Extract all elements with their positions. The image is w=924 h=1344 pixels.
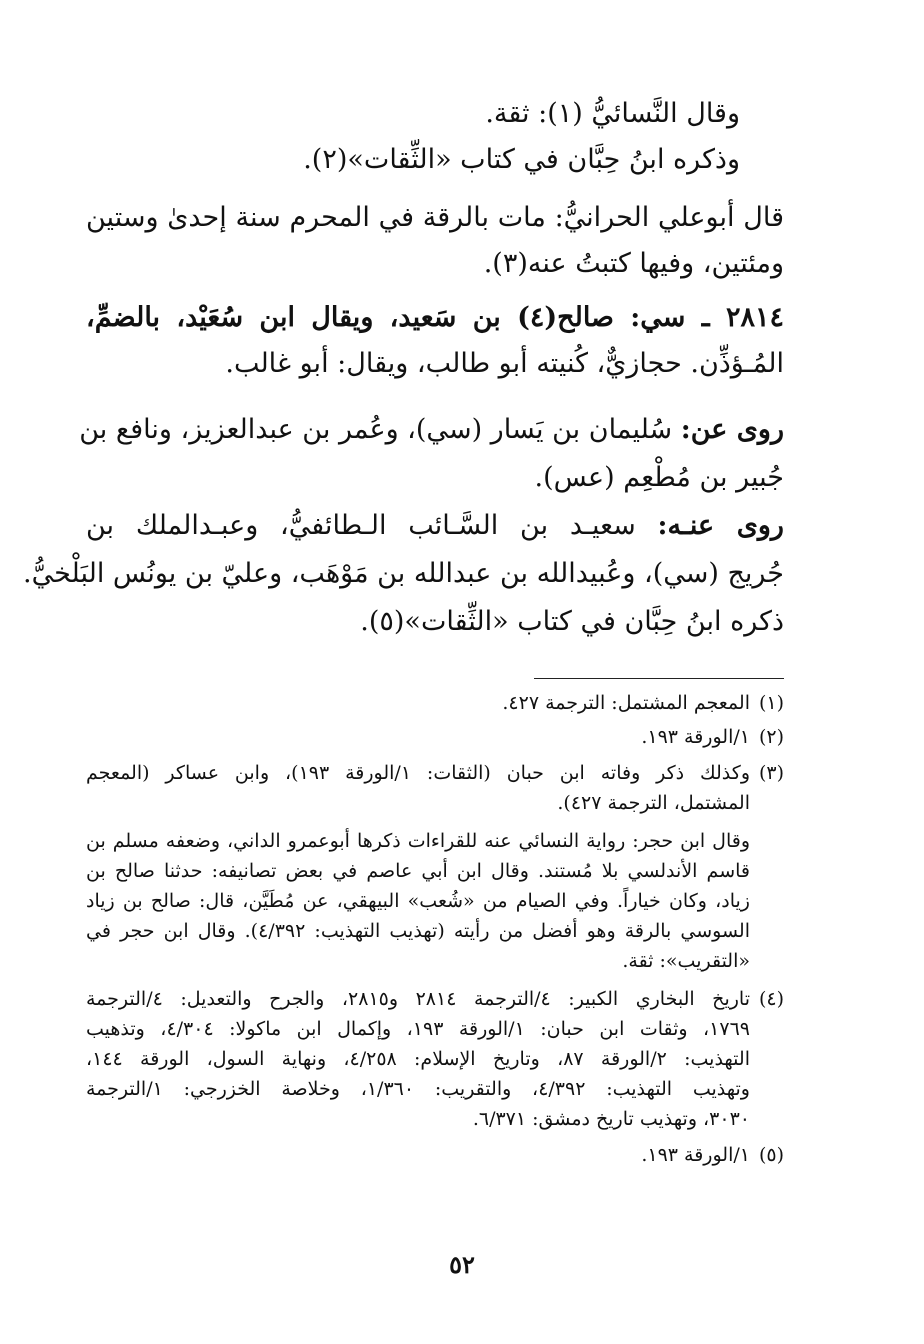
footnote-divider (534, 678, 784, 679)
footnote-4-line: ١٧٦٩، وثقات ابن حبان: ١/الورقة ١٩٣، وإكمال ابن ماكولا: ٤/٣٠٤، وتذهيب (86, 1018, 750, 1040)
text-line: روى عن: سُليمان بن يَسار (سي)، وعُمر بن عبدالعزيز، ونافع بن (79, 414, 784, 445)
footnote-1: (١)المعجم المشتمل: الترجمة ٤٢٧. (502, 692, 784, 714)
text-line: المُـؤذِّن. حجازيٌّ، كُنيته أبو طالب، ويقال: أبو غالب. (225, 348, 784, 379)
footnote-5: (٥)١/الورقة ١٩٣. (641, 1144, 784, 1166)
footnote-3-line: قاسم الأندلسي بلا مُستند. وقال ابن أبي عاصم في بعض تصانيفه: حدثنا صالح بن (86, 860, 750, 882)
text-line: ذكره ابنُ حِبَّان في كتاب «الثِّقات»(٥). (360, 606, 784, 637)
text-line: جُريج (سي)، وعُبيدالله بن عبدالله بن مَوْهَب، وعليّ بن يونُس البَلْخيُّ. (23, 558, 784, 589)
text-line: روى عنـه: سعيـد بن السَّـائب الـطائفيُّ، وعبـدالملك بن (86, 510, 784, 541)
rawa-an-label: روى عن: (680, 414, 784, 445)
text-line: وذكره ابنُ حِبَّان في كتاب «الثِّقات»(٢). (303, 144, 740, 175)
footnote-3-line: زياد، وكان خياراً. وفي الصيام من «شُعب» البيهقي، عن مُطَيَّن، قال: صالح بن زياد (86, 890, 750, 912)
text-line: ومئتين، وفيها كتبتُ عنه(٣). (483, 248, 784, 279)
footnote-4-line: وتهذيب التهذيب: ٤/٣٩٢، والتقريب: ١/٣٦٠، وخلاصة الخزرجي: ١/الترجمة (86, 1078, 750, 1100)
footnote-3-line: «التقريب»: ثقة. (622, 950, 750, 972)
entry-heading-line: ٢٨١٤ ـ سي: صالح(٤) بن سَعيد، ويقال ابن سُعَيْد، بالضمِّ، (86, 302, 784, 333)
footnote-3-line: السوسي بالرقة وهو أفضل من رأيته (تهذيب التهذيب: ٤/٣٩٢). وقال ابن حجر في (86, 920, 751, 942)
text-line: وقال النَّسائيُّ (١): ثقة. (485, 98, 740, 129)
footnote-3-line: المشتمل، الترجمة ٤٢٧). (557, 792, 750, 814)
text-line: قال أبوعلي الحرانيُّ: مات بالرقة في المحرم سنة إحدىٰ وستين (86, 202, 784, 233)
footnote-3-line: وقال ابن حجر: رواية النسائي عنه للقراءات ذكرها أبوعمرو الداني، وضعفه مسلم بن (86, 830, 750, 852)
footnote-2: (٢)١/الورقة ١٩٣. (641, 726, 784, 748)
text-line: جُبير بن مُطْعِم (عس). (534, 462, 784, 493)
rawa-anhu-label: روى عنـه: (657, 510, 784, 541)
footnote-3: (٣)وكذلك ذكر وفاته ابن حبان (الثقات: ١/الورقة ١٩٣)، وابن عساكر (المعجم (86, 762, 785, 784)
footnote-4-line: ٣٠٣٠، وتهذيب تاريخ دمشق: ٦/٣٧١. (472, 1108, 750, 1130)
page-number: ٥٢ (449, 1250, 475, 1279)
footnote-4: (٤)تاريخ البخاري الكبير: ٤/الترجمة ٢٨١٤ و٢٨١٥، والجرح والتعديل: ٤/الترجمة (86, 988, 784, 1010)
footnote-4-line: التهذيب: ٢/الورقة ٨٧، وتاريخ الإسلام: ٤/٢٥٨، ونهاية السول، الورقة ١٤٤، (86, 1048, 750, 1070)
